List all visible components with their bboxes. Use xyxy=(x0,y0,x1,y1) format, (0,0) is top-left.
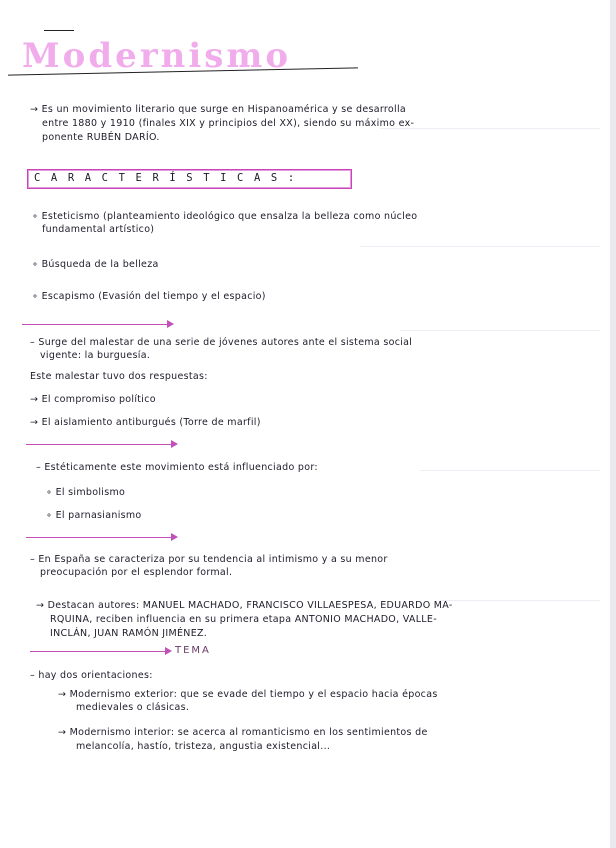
show-through-line xyxy=(420,470,600,471)
autores-line-1: → Destacan autores: MANUEL MACHADO, FRANCISCO VILLAESPESA, EDUARDO MA- xyxy=(36,600,453,611)
influencia-parnasianismo: ∘ El parnasianismo xyxy=(46,510,142,521)
caracteristicas-box xyxy=(27,169,352,189)
orientaciones-intro: – hay dos orientaciones: xyxy=(30,670,153,681)
influencia-simbolismo: ∘ El simbolismo xyxy=(46,487,126,498)
modernismo-interior-line-2: melancolía, hastío, tristeza, angustia existencial... xyxy=(76,741,331,752)
respuesta-compromiso: → El compromiso político xyxy=(30,394,156,405)
divider-arrow xyxy=(26,444,176,445)
divider-arrow xyxy=(22,324,172,325)
modernismo-interior-line-1: → Modernismo interior: se acerca al romanticismo en los sentimientos de xyxy=(58,727,428,738)
page-title: Modernismo xyxy=(22,36,292,76)
intro-line-3: ponente RUBÉN DARÍO. xyxy=(42,132,160,143)
malestar-line-2: vigente: la burguesía. xyxy=(40,350,151,361)
espana-line-1: – En España se caracteriza por su tendencia al intimismo y a su menor xyxy=(30,554,388,565)
title-accent-stroke xyxy=(44,30,74,31)
tema-arrow xyxy=(30,651,170,652)
bullet-busqueda: ∘ Búsqueda de la belleza xyxy=(32,259,159,270)
intro-line-2: entre 1880 y 1910 (finales XIX y principios del XX), siendo su máximo ex- xyxy=(42,118,415,129)
intro-line-1: → Es un movimiento literario que surge en Hispanoamérica y se desarrolla xyxy=(30,104,407,115)
respuesta-aislamiento: → El aislamiento antiburgués (Torre de marfil) xyxy=(30,417,261,428)
page-edge xyxy=(610,0,616,848)
bullet-escapismo: ∘ Escapismo (Evasión del tiempo y el espacio) xyxy=(32,291,266,302)
respuestas-intro: Este malestar tuvo dos respuestas: xyxy=(30,371,208,382)
divider-arrow xyxy=(26,537,176,538)
bullet-esteticismo-line-1: ∘ Esteticismo (planteamiento ideológico que ensalza la belleza como núcleo xyxy=(32,211,418,222)
show-through-line xyxy=(360,246,600,247)
show-through-line xyxy=(400,330,600,331)
show-through-line xyxy=(440,600,600,601)
caracteristicas-heading: CARACTERÍSTICAS: xyxy=(34,172,305,184)
autores-line-2: RQUINA, reciben influencia en su primera etapa ANTONIO MACHADO, VALLE- xyxy=(50,614,437,625)
influencias-intro: – Estéticamente este movimiento está influenciado por: xyxy=(36,462,318,473)
bullet-esteticismo-line-2: fundamental artístico) xyxy=(42,224,155,235)
espana-line-2: preocupación por el esplendor formal. xyxy=(40,567,233,578)
modernismo-exterior-line-2: medievales o clásicas. xyxy=(76,702,190,713)
malestar-line-1: – Surge del malestar de una serie de jóvenes autores ante el sistema social xyxy=(30,337,413,348)
modernismo-exterior-line-1: → Modernismo exterior: que se evade del tiempo y el espacio hacia épocas xyxy=(58,689,438,700)
tema-label: TEMA xyxy=(175,645,211,656)
autores-line-3: INCLÁN, JUAN RAMÓN JIMÉNEZ. xyxy=(50,628,208,639)
